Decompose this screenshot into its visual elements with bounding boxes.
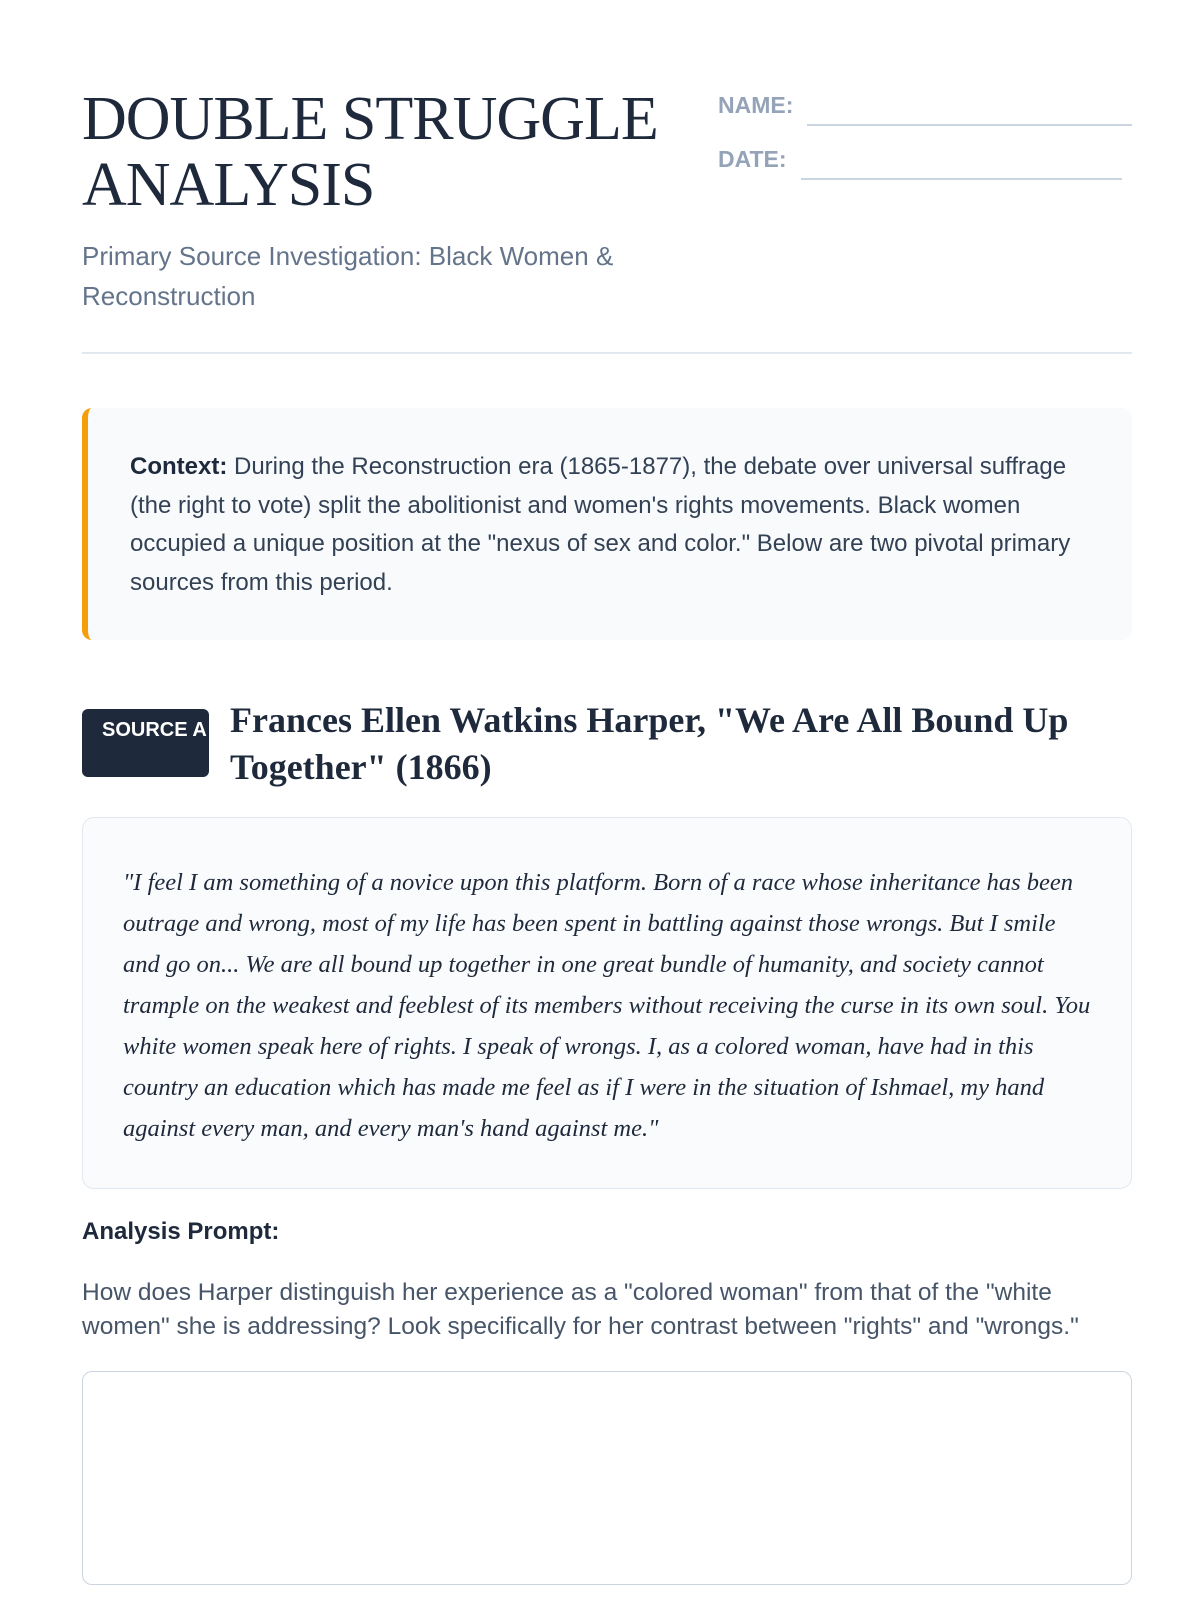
name-label: NAME: <box>718 92 794 118</box>
source-a-quote: "I feel I am something of a novice upon this platform. Born of a race whose inheritance has been outrage and wrong, most of my life has been spent in battling against those wrongs. But I smile and go on... We are all bound up together in one great bundle of humanity, and society cannot trample on the weakest and feeblest of its members without receiving the curse in its own soul. You white women speak here of rights. I speak of wrongs. I, as a colored woman, have had in this country an education which has made me feel as if I were in the situation of Ishmael, my hand against every man, and every man's hand against me." <box>123 869 1091 1142</box>
date-label: DATE: <box>718 146 787 172</box>
student-fields <box>718 86 1132 194</box>
name-field[interactable] <box>807 92 1132 126</box>
worksheet-header <box>82 86 1132 356</box>
page-title <box>82 86 702 218</box>
date-field-row <box>718 140 1132 174</box>
page-subtitle: Primary Source Investigation: Black Women & Reconstruction <box>82 241 614 311</box>
analysis-prompt-text: How does Harper distinguish her experience as a "colored woman" from that of the "white women" she is addressing? Look specifically for her contrast between "rights" and "wrongs." <box>82 1279 1079 1340</box>
context-label: Context: <box>130 453 228 480</box>
source-a-quote-box <box>82 817 1132 1189</box>
source-a-heading <box>82 697 1132 797</box>
source-a-badge: SOURCE A <box>82 709 209 777</box>
analysis-prompt-label: Analysis Prompt: <box>82 1218 280 1245</box>
page-title-line2: ANALYSIS <box>82 151 375 219</box>
page-title-line1: DOUBLE STRUGGLE <box>82 85 658 153</box>
context-body: During the Reconstruction era (1865-1877), the debate over universal suffrage (the right to vote) split the abolitionist and women's rights movements. Black women occupied a unique position at the "nexus of sex and color." Below are two pivotal primary sources from this period. <box>130 453 1071 596</box>
context-paragraph <box>130 448 1084 602</box>
name-field-row <box>718 86 1132 120</box>
date-field[interactable] <box>801 146 1122 180</box>
title-block <box>82 86 702 316</box>
source-a-title: Frances Ellen Watkins Harper, "We Are All Bound Up Together" (1866) <box>230 700 1069 787</box>
context-callout <box>82 408 1132 640</box>
header-divider <box>82 352 1132 354</box>
analysis-answer-box[interactable] <box>82 1371 1132 1585</box>
